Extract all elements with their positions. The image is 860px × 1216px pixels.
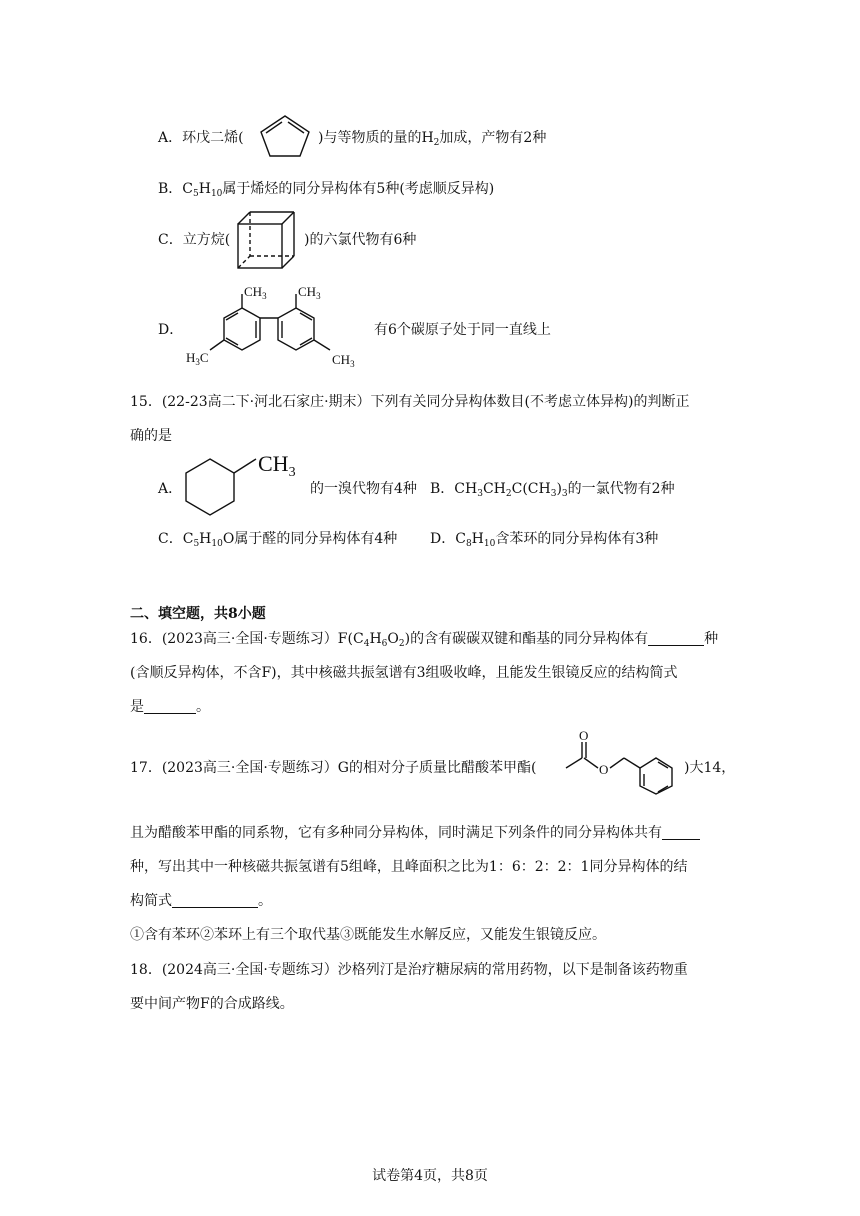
q17-line1-b: )大14，	[684, 760, 736, 776]
q17-conditions: ①含有苯环②苯环上有三个取代基③既能发生水解反应，又能发生银镜反应。	[130, 927, 606, 943]
q15-stem-line1: 15．(22-23高二下·河北石家庄·期末）下列有关同分异构体数目(不考虑立体异构)的判断正	[130, 394, 690, 410]
q15-option-d: D．$C_8H_{10}$含苯环的同分异构体有3种	[430, 531, 659, 549]
d-h3c-left-bottom: $H_3C$	[186, 350, 209, 367]
q14-a-text-pre: A．环戊二烯(	[158, 130, 244, 146]
q16-line2: (含顺反异构体，不含F)，其中核磁共振氢谱有3组吸收峰，且能发生银镜反应的结构简式	[130, 665, 678, 681]
q17-answer-blank-1[interactable]	[662, 825, 700, 840]
q18-line1: 18．(2024高三·全国·专题练习）沙格列汀是治疗糖尿病的常用药物，以下是制备该药物重	[130, 962, 688, 978]
q14-option-d: D．	[158, 322, 184, 338]
q16-answer-blank-2[interactable]	[144, 699, 196, 714]
q15-option-b: B．$CH_3CH_2C(CH_3)_3$的一氯代物有2种	[430, 481, 675, 499]
q16-answer-blank-1[interactable]	[648, 631, 704, 646]
q17-answer-blank-2[interactable]	[172, 893, 258, 908]
section-2-title: 二、填空题，共8小题	[130, 606, 266, 622]
d-ch3-right-top: $CH_3$	[298, 284, 321, 301]
d-ch3-left-top: $CH_3$	[244, 284, 267, 301]
benzyl-acetate-structure	[560, 730, 684, 800]
cyclopentadiene-structure	[255, 112, 315, 160]
q14-a-text-post: )与等物质的量的$H_2$加成，产物有2种	[318, 130, 547, 148]
q16-line3: 是 。	[130, 699, 210, 715]
carbonyl-o-label: O	[579, 728, 589, 743]
q14-d-text-post: 有6个碳原子处于同一直线上	[374, 322, 551, 338]
q15-a-text-post: 的一溴代物有4种	[310, 481, 417, 497]
methylcyclohexane-structure	[178, 447, 308, 531]
q15-stem-line2: 确的是	[130, 428, 172, 444]
d-ch3-right-bottom: $CH_3$	[332, 352, 355, 369]
q16-line1: 16．(2023高三·全国·专题练习）$F(C_4H_6O_2)$的含有碳碳双键和酯基的同分异构体有 种	[130, 631, 719, 649]
q14-c-text-post: )的六氯代物有6种	[304, 232, 417, 248]
q15-option-a: A．	[158, 481, 183, 497]
q14-option-c: C．立方烷(	[158, 232, 231, 248]
q17-line4: 构简式 。	[130, 893, 272, 909]
q15-option-c: C．$C_5H_{10}O$属于醛的同分异构体有4种	[158, 531, 398, 549]
q17-line1-a: 17．(2023高三·全国·专题练习）G的相对分子质量比醋酸苯甲酯(	[130, 760, 537, 776]
tetramethylbiphenyl-structure	[180, 280, 370, 372]
q14-option-b: B．$C_5H_{10}$属于烯烃的同分异构体有5种(考虑顺反异构)	[158, 181, 495, 199]
q18-line2: 要中间产物F的合成路线。	[130, 996, 294, 1012]
q14-option-a	[158, 128, 244, 148]
page-footer: 试卷第4页，共8页	[372, 1168, 488, 1184]
ch3-label: $CH_3$	[258, 451, 296, 480]
cubane-structure	[234, 210, 298, 272]
q17-line3: 种，写出其中一种核磁共振氢谱有5组峰，且峰面积之比为1：6：2：2：1同分异构体的结	[130, 859, 688, 875]
q17-line2: 且为醋酸苯甲酯的同系物，它有多种同分异构体，同时满足下列条件的同分异构体共有	[130, 823, 700, 843]
ester-o-label: O	[599, 762, 609, 777]
